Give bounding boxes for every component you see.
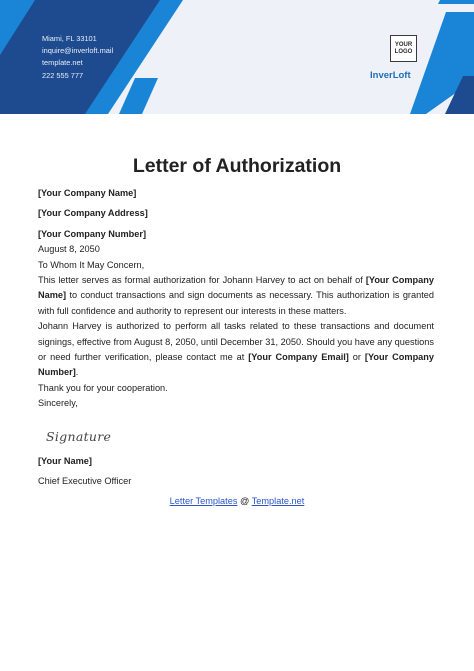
paragraph-2 [38, 319, 434, 381]
signer-name: [Your Name] [38, 455, 92, 466]
brand-name: InverLoft [370, 70, 411, 81]
top-right-stripe [438, 0, 474, 4]
signer-title: Chief Executive Officer [38, 476, 132, 487]
p2-text-start: Johann Harvey is authorized to perform all tasks related to these transactions and document signings, effective from August 8, 2050, until December 31, 2050. Should you have any questions or need further verification, please contact me at [38, 321, 434, 363]
company-number: [Your Company Number] [38, 228, 147, 239]
template-net-link[interactable]: Template.net [251, 496, 305, 506]
paragraph-1 [38, 273, 434, 319]
company-name: [Your Company Name] [38, 188, 137, 198]
logo-line-1: YOUR [394, 41, 413, 48]
p1-text-start: This letter serves as formal authorization for Johann Harvey to act on behalf of [38, 275, 366, 286]
thanks-line: Thank you for your cooperation. [38, 382, 168, 393]
website-text: template.net [42, 58, 83, 68]
contact-info [42, 33, 113, 82]
email-text: inquire@inverloft.mail [42, 46, 114, 56]
p2-company-email: [Your Company Email] [248, 352, 349, 363]
p2-text-end: . [75, 367, 79, 378]
footer-separator: @ [237, 496, 252, 506]
letter-templates-link[interactable]: Letter Templates [169, 496, 238, 506]
letter-date: August 8, 2050 [38, 244, 100, 255]
p2-company-number: [Your Company Number] [38, 352, 435, 378]
p2-text-mid: or [348, 352, 365, 363]
logo-line-2: LOGO [394, 48, 413, 55]
logo-placeholder [390, 35, 417, 62]
address-text: Miami, FL 33101 [42, 34, 97, 43]
closing-line: Sincerely, [38, 398, 78, 409]
p1-text-end: to conduct transactions and sign documents as necessary. This authorization is granted with full confidence and authority to represent our interests in these matters. [38, 290, 434, 316]
footer [0, 496, 474, 506]
letterhead [0, 0, 474, 114]
salutation: To Whom It May Concern, [38, 259, 145, 270]
letter-title: Letter of Authorization [132, 155, 342, 177]
company-address: [Your Company Address] [38, 208, 148, 219]
signature: Signature [46, 428, 112, 444]
p1-company-name: [Your Company Name] [38, 275, 434, 301]
phone-text: 222 555 777 [42, 70, 84, 80]
letter-body [38, 186, 434, 490]
